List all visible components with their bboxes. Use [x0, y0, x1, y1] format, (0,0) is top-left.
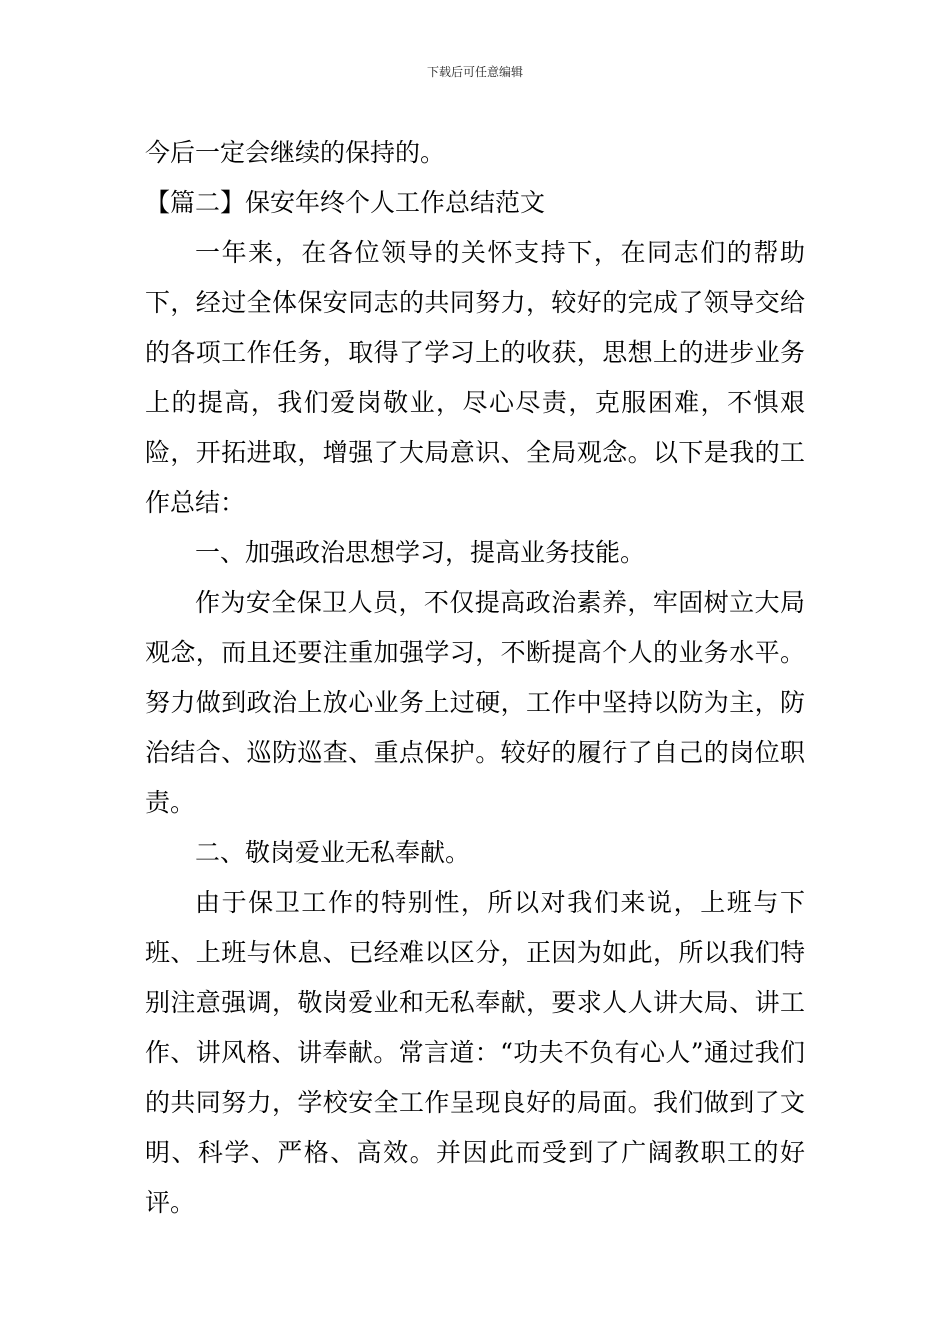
paragraph-continuation: 今后一定会继续的保持的。	[145, 138, 446, 167]
paragraph-intro: 一年来，在各位领导的关怀支持下，在同志们的帮助下，经过全体保安同志的共同努力，较好的完成了领导交给的各项工作任务，取得了学习上的收获，思想上的进步业务上的提高，我们爱岗敬业，尽心尽责，克服困难，不惧艰险，开拓进取，增强了大局意识、全局观念。以下是我的工作总结：	[145, 238, 805, 517]
document-body	[145, 128, 805, 1228]
page-header: 下载后可任意编辑	[426, 65, 523, 79]
paragraph-one: 作为安全保卫人员，不仅提高政治素养，牢固树立大局观念，而且还要注重加强学习，不断提高个人的业务水平。努力做到政治上放心业务上过硬，工作中坚持以防为主，防治结合、巡防巡查、重点保护。较好的履行了自己的岗位职责。	[145, 588, 805, 817]
subheading-one: 一、加强政治思想学习，提高业务技能。	[195, 538, 646, 567]
paragraph-two: 由于保卫工作的特别性，所以对我们来说，上班与下班、上班与休息、已经难以区分，正因为如此，所以我们特别注意强调，敬岗爱业和无私奉献，要求人人讲大局、讲工作、讲风格、讲奉献。常言道：“功夫不负有心人”通过我们的共同努力，学校安全工作呈现良好的局面。我们做到了文明、科学、严格、高效。并因此而受到了广阔教职工的好评。	[145, 888, 805, 1217]
subheading-two: 二、敬岗爱业无私奉献。	[195, 838, 471, 867]
section-heading: 【篇二】保安年终个人工作总结范文	[145, 188, 546, 217]
